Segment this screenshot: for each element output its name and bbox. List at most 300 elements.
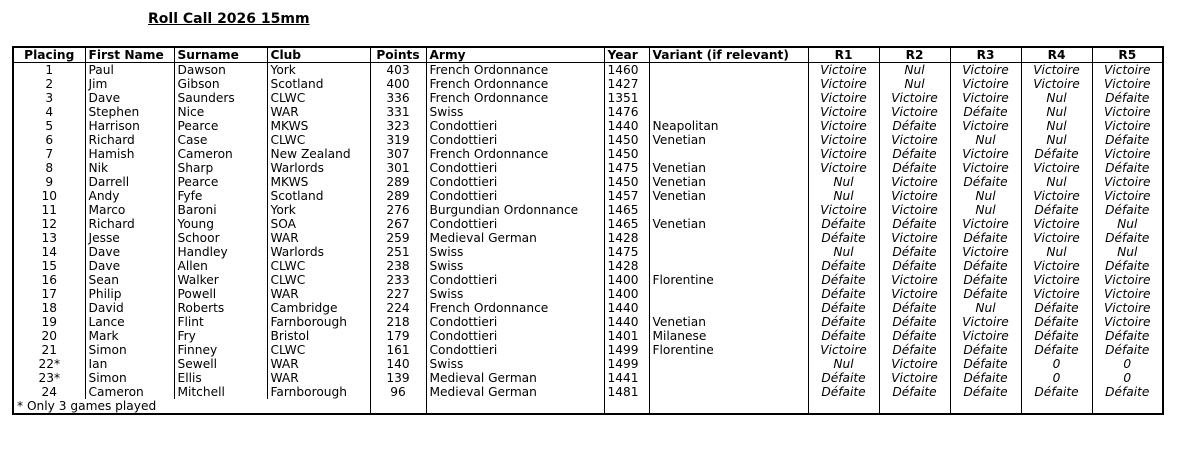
cell-r1: Défaite	[808, 371, 879, 385]
cell-club: Warlords	[267, 245, 370, 259]
table-row	[13, 91, 1163, 105]
cell-r2: Victoire	[879, 273, 950, 287]
cell-surname: Young	[174, 217, 267, 231]
cell-r5: Défaite	[1092, 203, 1163, 217]
cell-first-name: Mark	[85, 329, 174, 343]
cell-points: 323	[370, 119, 426, 133]
cell-r5: Victoire	[1092, 77, 1163, 91]
cell-r2: Victoire	[879, 357, 950, 371]
cell-r1: Défaite	[808, 217, 879, 231]
cell-r2: Victoire	[879, 105, 950, 119]
cell-r4: Nul	[1021, 105, 1092, 119]
cell-r2: Victoire	[879, 231, 950, 245]
cell-year: 1428	[604, 259, 649, 273]
cell-variant: Venetian	[649, 175, 808, 189]
cell-r1: Nul	[808, 357, 879, 371]
cell-year: 1475	[604, 245, 649, 259]
cell-placing: 9	[13, 175, 85, 189]
cell-r1: Défaite	[808, 231, 879, 245]
cell-r5: Défaite	[1092, 133, 1163, 147]
cell-variant: Venetian	[649, 315, 808, 329]
empty-cell	[808, 399, 879, 414]
cell-variant: Venetian	[649, 217, 808, 231]
cell-first-name: Richard	[85, 133, 174, 147]
cell-r2: Défaite	[879, 315, 950, 329]
cell-army: Condottieri	[426, 175, 604, 189]
table-row	[13, 161, 1163, 175]
empty-cell	[370, 399, 426, 414]
cell-first-name: Dave	[85, 91, 174, 105]
table-row	[13, 203, 1163, 217]
cell-year: 1440	[604, 301, 649, 315]
cell-r2: Défaite	[879, 217, 950, 231]
cell-variant	[649, 91, 808, 105]
cell-points: 96	[370, 385, 426, 399]
empty-cell	[950, 399, 1021, 414]
cell-first-name: Sean	[85, 273, 174, 287]
cell-surname: Mitchell	[174, 385, 267, 399]
cell-r3: Victoire	[950, 315, 1021, 329]
cell-year: 1450	[604, 175, 649, 189]
cell-r2: Victoire	[879, 133, 950, 147]
table-row	[13, 77, 1163, 91]
cell-variant: Florentine	[649, 343, 808, 357]
cell-club: WAR	[267, 371, 370, 385]
cell-army: Condottieri	[426, 217, 604, 231]
cell-placing: 18	[13, 301, 85, 315]
cell-r3: Victoire	[950, 119, 1021, 133]
empty-cell	[1021, 399, 1092, 414]
cell-year: 1499	[604, 357, 649, 371]
cell-variant	[649, 245, 808, 259]
cell-points: 233	[370, 273, 426, 287]
cell-army: Condottieri	[426, 189, 604, 203]
cell-variant	[649, 357, 808, 371]
cell-r4: Défaite	[1021, 385, 1092, 399]
cell-r1: Défaite	[808, 385, 879, 399]
cell-club: WAR	[267, 231, 370, 245]
cell-r3: Défaite	[950, 105, 1021, 119]
cell-r5: Victoire	[1092, 189, 1163, 203]
cell-r1: Défaite	[808, 259, 879, 273]
cell-r3: Nul	[950, 203, 1021, 217]
cell-r3: Défaite	[950, 273, 1021, 287]
empty-cell	[604, 399, 649, 414]
cell-placing: 19	[13, 315, 85, 329]
cell-placing: 12	[13, 217, 85, 231]
cell-surname: Allen	[174, 259, 267, 273]
cell-year: 1427	[604, 77, 649, 91]
cell-r3: Défaite	[950, 175, 1021, 189]
cell-points: 139	[370, 371, 426, 385]
cell-r3: Défaite	[950, 385, 1021, 399]
cell-army: Condottieri	[426, 161, 604, 175]
cell-army: Swiss	[426, 245, 604, 259]
cell-r2: Défaite	[879, 385, 950, 399]
table-row	[13, 147, 1163, 161]
cell-surname: Nice	[174, 105, 267, 119]
cell-variant	[649, 147, 808, 161]
cell-placing: 16	[13, 273, 85, 287]
table-row	[13, 259, 1163, 273]
cell-army: Condottieri	[426, 119, 604, 133]
cell-r1: Victoire	[808, 161, 879, 175]
cell-r3: Victoire	[950, 91, 1021, 105]
cell-r1: Victoire	[808, 343, 879, 357]
cell-surname: Flint	[174, 315, 267, 329]
results-table	[12, 46, 1164, 415]
cell-points: 238	[370, 259, 426, 273]
cell-r4: Victoire	[1021, 161, 1092, 175]
cell-placing: 20	[13, 329, 85, 343]
cell-year: 1440	[604, 315, 649, 329]
cell-club: CLWC	[267, 343, 370, 357]
cell-r1: Défaite	[808, 329, 879, 343]
table-row	[13, 357, 1163, 371]
cell-r4: Défaite	[1021, 301, 1092, 315]
cell-surname: Fyfe	[174, 189, 267, 203]
table-row	[13, 217, 1163, 231]
cell-r4: Défaite	[1021, 203, 1092, 217]
cell-points: 161	[370, 343, 426, 357]
cell-army: French Ordonnance	[426, 63, 604, 78]
cell-r5: Victoire	[1092, 287, 1163, 301]
cell-army: Swiss	[426, 287, 604, 301]
cell-surname: Walker	[174, 273, 267, 287]
table-row	[13, 385, 1163, 399]
cell-first-name: Simon	[85, 343, 174, 357]
cell-r4: Victoire	[1021, 259, 1092, 273]
cell-r3: Victoire	[950, 217, 1021, 231]
cell-surname: Fry	[174, 329, 267, 343]
cell-r4: 0	[1021, 371, 1092, 385]
cell-r4: Défaite	[1021, 315, 1092, 329]
cell-r2: Défaite	[879, 301, 950, 315]
cell-club: Warlords	[267, 161, 370, 175]
column-header-r4: R4	[1021, 47, 1092, 63]
cell-first-name: Harrison	[85, 119, 174, 133]
table-row	[13, 301, 1163, 315]
cell-points: 179	[370, 329, 426, 343]
cell-surname: Ellis	[174, 371, 267, 385]
cell-first-name: Philip	[85, 287, 174, 301]
cell-r1: Défaite	[808, 273, 879, 287]
cell-placing: 5	[13, 119, 85, 133]
cell-club: York	[267, 63, 370, 78]
cell-points: 336	[370, 91, 426, 105]
cell-placing: 2	[13, 77, 85, 91]
column-header-r1: R1	[808, 47, 879, 63]
footnote: * Only 3 games played	[13, 399, 370, 414]
cell-r3: Défaite	[950, 357, 1021, 371]
cell-club: CLWC	[267, 273, 370, 287]
cell-placing: 8	[13, 161, 85, 175]
empty-cell	[649, 399, 808, 414]
cell-r1: Défaite	[808, 301, 879, 315]
cell-r4: Victoire	[1021, 77, 1092, 91]
cell-first-name: Simon	[85, 371, 174, 385]
cell-placing: 10	[13, 189, 85, 203]
cell-r4: Défaite	[1021, 329, 1092, 343]
cell-club: CLWC	[267, 91, 370, 105]
cell-points: 227	[370, 287, 426, 301]
empty-cell	[879, 399, 950, 414]
column-header-points: Points	[370, 47, 426, 63]
cell-variant	[649, 371, 808, 385]
cell-placing: 13	[13, 231, 85, 245]
cell-surname: Schoor	[174, 231, 267, 245]
cell-points: 400	[370, 77, 426, 91]
cell-placing: 22*	[13, 357, 85, 371]
cell-club: York	[267, 203, 370, 217]
cell-army: Condottieri	[426, 273, 604, 287]
cell-r5: 0	[1092, 371, 1163, 385]
cell-variant	[649, 77, 808, 91]
cell-r1: Victoire	[808, 203, 879, 217]
cell-army: Medieval German	[426, 371, 604, 385]
cell-surname: Gibson	[174, 77, 267, 91]
cell-club: Cambridge	[267, 301, 370, 315]
cell-club: WAR	[267, 287, 370, 301]
cell-surname: Pearce	[174, 175, 267, 189]
cell-first-name: David	[85, 301, 174, 315]
cell-points: 251	[370, 245, 426, 259]
cell-club: Farnborough	[267, 385, 370, 399]
column-header-surname: Surname	[174, 47, 267, 63]
cell-r5: Défaite	[1092, 259, 1163, 273]
cell-r5: Nul	[1092, 217, 1163, 231]
cell-surname: Roberts	[174, 301, 267, 315]
cell-year: 1351	[604, 91, 649, 105]
cell-surname: Handley	[174, 245, 267, 259]
cell-army: French Ordonnance	[426, 147, 604, 161]
table-row	[13, 189, 1163, 203]
table-row	[13, 63, 1163, 78]
cell-club: WAR	[267, 357, 370, 371]
cell-army: Swiss	[426, 259, 604, 273]
column-header-r2: R2	[879, 47, 950, 63]
cell-placing: 4	[13, 105, 85, 119]
table-row	[13, 329, 1163, 343]
cell-r4: Nul	[1021, 119, 1092, 133]
cell-variant: Florentine	[649, 273, 808, 287]
empty-cell	[426, 399, 604, 414]
cell-first-name: Andy	[85, 189, 174, 203]
cell-r1: Victoire	[808, 63, 879, 78]
cell-r2: Défaite	[879, 329, 950, 343]
cell-r4: Victoire	[1021, 217, 1092, 231]
cell-club: MKWS	[267, 119, 370, 133]
table-row	[13, 231, 1163, 245]
cell-r5: Défaite	[1092, 329, 1163, 343]
cell-variant: Milanese	[649, 329, 808, 343]
cell-points: 224	[370, 301, 426, 315]
cell-r1: Victoire	[808, 147, 879, 161]
cell-r3: Nul	[950, 189, 1021, 203]
cell-surname: Sewell	[174, 357, 267, 371]
cell-club: New Zealand	[267, 147, 370, 161]
cell-first-name: Marco	[85, 203, 174, 217]
cell-surname: Sharp	[174, 161, 267, 175]
cell-first-name: Paul	[85, 63, 174, 78]
cell-year: 1428	[604, 231, 649, 245]
cell-r2: Victoire	[879, 189, 950, 203]
cell-r1: Victoire	[808, 133, 879, 147]
cell-club: Scotland	[267, 77, 370, 91]
cell-placing: 24	[13, 385, 85, 399]
cell-variant	[649, 259, 808, 273]
cell-r1: Victoire	[808, 77, 879, 91]
cell-points: 307	[370, 147, 426, 161]
cell-first-name: Stephen	[85, 105, 174, 119]
cell-r4: 0	[1021, 357, 1092, 371]
cell-year: 1499	[604, 343, 649, 357]
cell-year: 1400	[604, 273, 649, 287]
cell-r1: Nul	[808, 245, 879, 259]
cell-r2: Défaite	[879, 161, 950, 175]
cell-variant	[649, 105, 808, 119]
cell-placing: 21	[13, 343, 85, 357]
cell-year: 1460	[604, 63, 649, 78]
cell-r3: Défaite	[950, 231, 1021, 245]
footnote-row	[13, 399, 1163, 414]
cell-first-name: Dave	[85, 245, 174, 259]
empty-cell	[1092, 399, 1163, 414]
cell-points: 403	[370, 63, 426, 78]
cell-army: Burgundian Ordonnance	[426, 203, 604, 217]
cell-army: Condottieri	[426, 343, 604, 357]
cell-first-name: Hamish	[85, 147, 174, 161]
cell-r1: Défaite	[808, 287, 879, 301]
cell-r5: Défaite	[1092, 343, 1163, 357]
cell-first-name: Jim	[85, 77, 174, 91]
cell-placing: 14	[13, 245, 85, 259]
cell-army: Condottieri	[426, 329, 604, 343]
cell-r5: 0	[1092, 357, 1163, 371]
cell-r4: Victoire	[1021, 189, 1092, 203]
cell-r5: Victoire	[1092, 147, 1163, 161]
column-header-club: Club	[267, 47, 370, 63]
table-row	[13, 287, 1163, 301]
cell-army: French Ordonnance	[426, 77, 604, 91]
cell-r4: Victoire	[1021, 287, 1092, 301]
cell-r5: Défaite	[1092, 91, 1163, 105]
cell-variant	[649, 385, 808, 399]
cell-r1: Défaite	[808, 315, 879, 329]
cell-variant	[649, 287, 808, 301]
cell-year: 1450	[604, 133, 649, 147]
cell-army: Swiss	[426, 357, 604, 371]
cell-army: Medieval German	[426, 231, 604, 245]
cell-points: 140	[370, 357, 426, 371]
cell-year: 1476	[604, 105, 649, 119]
column-header-placing: Placing	[13, 47, 85, 63]
cell-variant	[649, 63, 808, 78]
cell-r3: Défaite	[950, 371, 1021, 385]
cell-placing: 3	[13, 91, 85, 105]
cell-placing: 15	[13, 259, 85, 273]
cell-r3: Victoire	[950, 329, 1021, 343]
cell-r3: Victoire	[950, 245, 1021, 259]
cell-r1: Victoire	[808, 119, 879, 133]
table-row	[13, 371, 1163, 385]
cell-r1: Victoire	[808, 105, 879, 119]
column-header-year: Year	[604, 47, 649, 63]
cell-variant: Venetian	[649, 189, 808, 203]
cell-r3: Défaite	[950, 259, 1021, 273]
cell-r1: Victoire	[808, 91, 879, 105]
cell-r4: Nul	[1021, 245, 1092, 259]
cell-r3: Nul	[950, 133, 1021, 147]
cell-r3: Victoire	[950, 63, 1021, 78]
cell-club: SOA	[267, 217, 370, 231]
cell-r2: Nul	[879, 63, 950, 78]
cell-club: CLWC	[267, 133, 370, 147]
cell-surname: Cameron	[174, 147, 267, 161]
cell-club: Bristol	[267, 329, 370, 343]
cell-r5: Défaite	[1092, 161, 1163, 175]
cell-surname: Case	[174, 133, 267, 147]
cell-r1: Nul	[808, 189, 879, 203]
cell-points: 259	[370, 231, 426, 245]
cell-r5: Nul	[1092, 245, 1163, 259]
cell-r5: Victoire	[1092, 63, 1163, 78]
cell-r2: Victoire	[879, 175, 950, 189]
cell-r4: Nul	[1021, 175, 1092, 189]
table-row	[13, 175, 1163, 189]
cell-r5: Victoire	[1092, 315, 1163, 329]
column-header-first-name: First Name	[85, 47, 174, 63]
cell-variant: Neapolitan	[649, 119, 808, 133]
cell-r4: Défaite	[1021, 343, 1092, 357]
cell-army: Condottieri	[426, 133, 604, 147]
cell-r5: Victoire	[1092, 105, 1163, 119]
cell-points: 331	[370, 105, 426, 119]
cell-surname: Powell	[174, 287, 267, 301]
cell-army: Swiss	[426, 105, 604, 119]
cell-surname: Baroni	[174, 203, 267, 217]
cell-r4: Victoire	[1021, 273, 1092, 287]
cell-placing: 17	[13, 287, 85, 301]
table-row	[13, 105, 1163, 119]
cell-surname: Saunders	[174, 91, 267, 105]
cell-first-name: Jesse	[85, 231, 174, 245]
cell-first-name: Cameron	[85, 385, 174, 399]
cell-year: 1465	[604, 203, 649, 217]
cell-r5: Victoire	[1092, 301, 1163, 315]
cell-first-name: Ian	[85, 357, 174, 371]
cell-points: 289	[370, 189, 426, 203]
cell-r5: Victoire	[1092, 273, 1163, 287]
table-row	[13, 119, 1163, 133]
cell-r4: Victoire	[1021, 63, 1092, 78]
cell-r3: Victoire	[950, 77, 1021, 91]
cell-club: WAR	[267, 105, 370, 119]
cell-r4: Défaite	[1021, 147, 1092, 161]
table-row	[13, 245, 1163, 259]
cell-first-name: Lance	[85, 315, 174, 329]
cell-r2: Victoire	[879, 287, 950, 301]
cell-variant	[649, 301, 808, 315]
cell-surname: Pearce	[174, 119, 267, 133]
cell-club: Farnborough	[267, 315, 370, 329]
cell-variant	[649, 231, 808, 245]
cell-r2: Défaite	[879, 147, 950, 161]
cell-army: Condottieri	[426, 315, 604, 329]
cell-r3: Victoire	[950, 147, 1021, 161]
cell-r5: Défaite	[1092, 231, 1163, 245]
page-title: Roll Call 2026 15mm	[148, 11, 310, 27]
